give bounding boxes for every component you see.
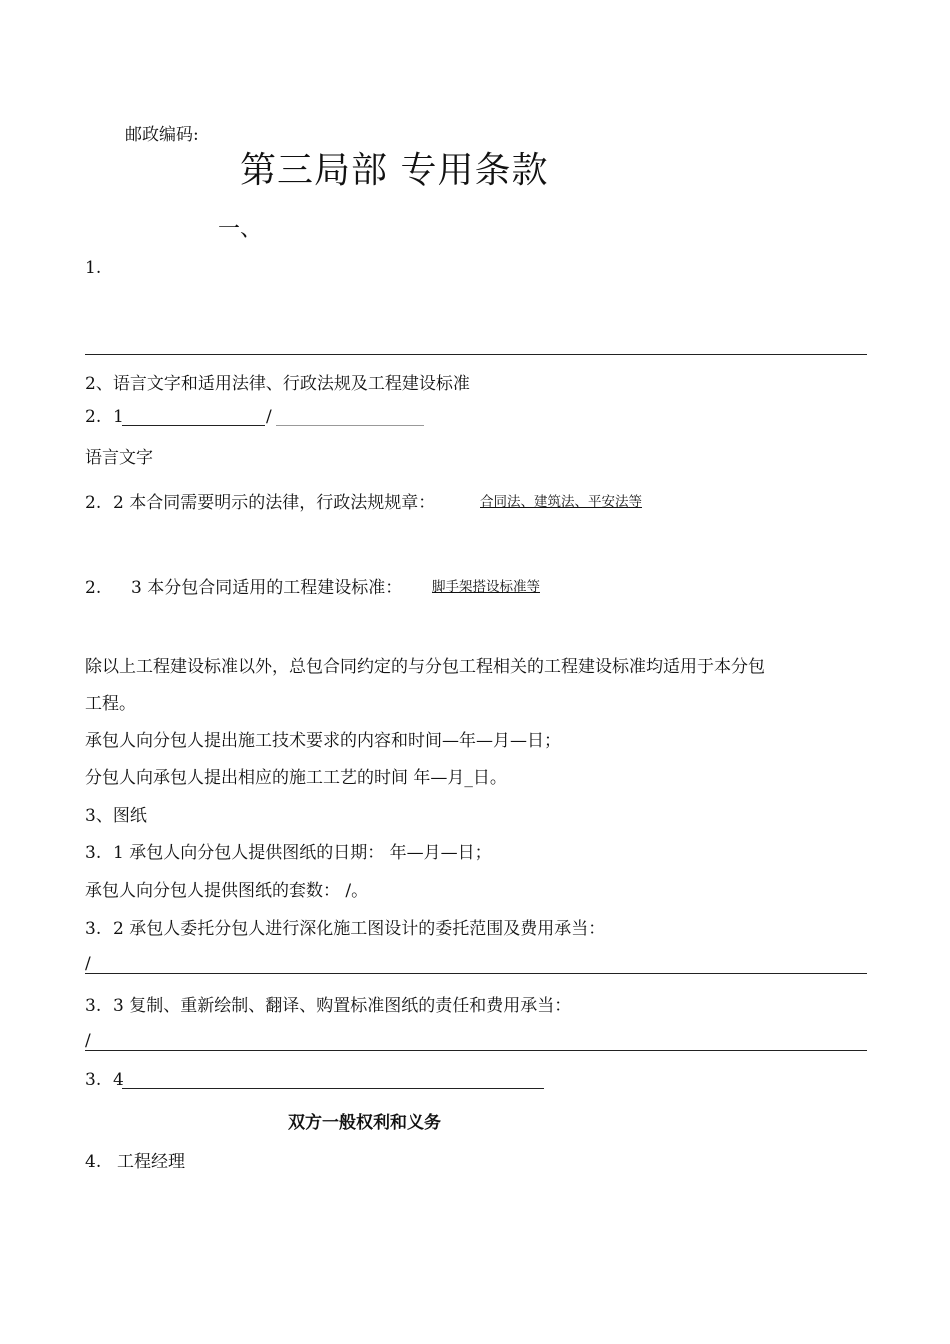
postal-code-label: 邮政编码: xyxy=(125,125,199,145)
item-3-3-value: / xyxy=(85,1031,91,1051)
item-2-3-number: 2. xyxy=(85,578,102,598)
item-2-1-blank-right xyxy=(276,425,424,426)
item-3-1 xyxy=(85,838,492,863)
item-1-blank-line xyxy=(85,354,867,355)
item-2-2-text: 2 本合同需要明示的法律，行政法规规章： xyxy=(113,493,436,513)
item-3-4-blank-line xyxy=(122,1088,544,1089)
standards-paragraph-line-1: 除以上工程建设标准以外，总包合同约定的与分包工程相关的工程建设标准均适用于本分包 xyxy=(85,657,765,677)
item-2-2-number: 2. xyxy=(85,493,102,513)
item-3-3-number: 3. xyxy=(85,996,102,1016)
item-4 xyxy=(85,1147,185,1172)
item-3-1-text: 1 承包人向分包人提供图纸的日期： 年—月—日； xyxy=(113,843,492,863)
item-3-4 xyxy=(85,1070,124,1090)
item-2-1 xyxy=(85,407,124,427)
section-4-heading: 双方一般权利和义务 xyxy=(288,1113,441,1133)
item-3-3 xyxy=(85,991,571,1016)
item-4-number: 4. xyxy=(85,1152,102,1172)
item-4-text: 工程经理 xyxy=(117,1152,185,1172)
item-3-2-number: 3. xyxy=(85,919,102,939)
item-2-1-slash: / xyxy=(266,407,272,427)
item-2-1-text: 1 xyxy=(113,407,124,427)
item-3-3-blank-line xyxy=(85,1050,867,1051)
language-label: 语言文字 xyxy=(85,448,153,468)
drawing-sets-line: 承包人向分包人提供图纸的套数： /。 xyxy=(85,881,369,901)
standards-paragraph-line-2: 工程。 xyxy=(85,694,136,714)
item-2-1-blank-left xyxy=(122,425,265,426)
item-3-2 xyxy=(85,914,605,939)
item-2-3 xyxy=(85,573,402,598)
section-2-heading: 2、语言文字和适用法律、行政法规及工程建设标准 xyxy=(85,374,470,394)
item-2-3-value: 脚手架搭设标准等 xyxy=(432,579,540,595)
item-3-3-text: 3 复制、重新绘制、翻译、购置标准图纸的责任和费用承当： xyxy=(113,996,572,1016)
item-1-number: 1. xyxy=(85,258,102,278)
craft-time-line: 分包人向承包人提出相应的施工工艺的时间 年—月_日。 xyxy=(85,768,507,788)
tech-requirement-line: 承包人向分包人提出施工技术要求的内容和时间—年—月—日； xyxy=(85,731,561,751)
section-3-heading: 3、图纸 xyxy=(85,806,147,826)
section-one-heading: 一、 xyxy=(218,217,263,242)
item-3-4-number: 3. xyxy=(85,1070,102,1090)
item-3-2-blank-line xyxy=(85,973,867,974)
item-3-2-text: 2 承包人委托分包人进行深化施工图设计的委托范围及费用承当： xyxy=(113,919,606,939)
item-3-2-value: / xyxy=(85,954,91,974)
page-title: 第三局部 专用条款 xyxy=(240,150,549,191)
item-2-2 xyxy=(85,488,435,513)
item-2-3-text: 3 本分包合同适用的工程建设标准： xyxy=(131,578,403,598)
item-3-4-text: 4 xyxy=(113,1070,124,1090)
item-3-1-number: 3. xyxy=(85,843,102,863)
item-2-2-value: 合同法、建筑法、平安法等 xyxy=(480,494,642,510)
item-2-1-number: 2. xyxy=(85,407,102,427)
